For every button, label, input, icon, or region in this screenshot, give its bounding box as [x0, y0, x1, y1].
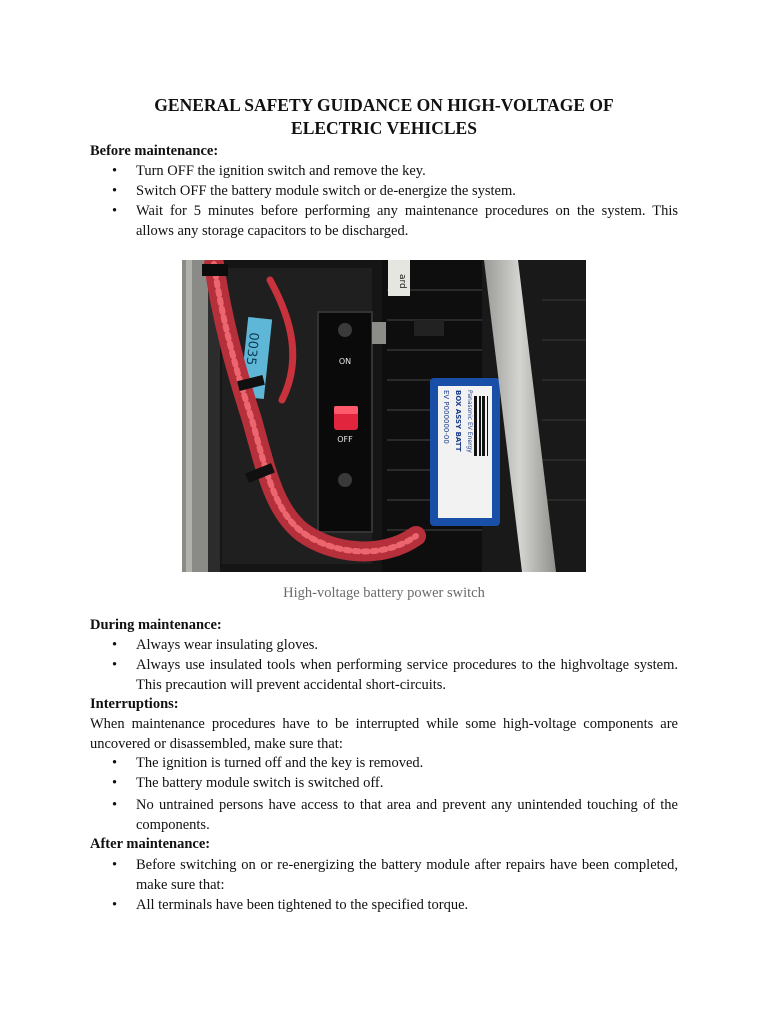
bullet-icon: • [112, 163, 118, 179]
switch-off-label: OFF [337, 435, 353, 444]
bullet-icon: • [112, 183, 118, 199]
list-item-text: Turn OFF the ignition switch and remove the key. [136, 163, 426, 179]
sticker-text-2: BOX ASSY BATT [454, 390, 462, 452]
list-item-text: Always wear insulating gloves. [136, 637, 319, 653]
list-item [112, 636, 678, 656]
bullet-icon: • [112, 203, 118, 219]
list-item-text: Always use insulated tools when performing service procedures to the highvoltage system. This precaution will prevent accidental short-circuits. [136, 657, 678, 693]
section-heading-interruptions: Interruptions: [90, 696, 179, 712]
battery-switch-illustration [182, 260, 586, 572]
bullet-icon: • [112, 657, 118, 673]
title-line-2: ELECTRIC VEHICLES [291, 118, 477, 138]
section-heading-before: Before maintenance: [90, 143, 219, 159]
bullet-icon: • [112, 755, 118, 771]
screw-icon [338, 323, 352, 337]
list-item-text: The battery module switch is switched off. [136, 775, 384, 791]
battery-switch-photo [182, 260, 586, 572]
list-item [112, 162, 678, 182]
section-heading-during: During maintenance: [90, 617, 222, 633]
label-text: ard [397, 274, 407, 289]
list-item-text: The ignition is turned off and the key is removed. [136, 755, 424, 771]
bullet-icon: • [112, 897, 118, 913]
bullet-icon: • [112, 857, 118, 873]
list-item [112, 796, 678, 835]
list-item [112, 754, 678, 774]
tag-number: 0035 [242, 331, 261, 367]
list-item [112, 896, 678, 916]
list-item-text: Before switching on or re-energizing the battery module after repairs have been completed, make sure that: [136, 857, 678, 893]
bullet-icon: • [112, 797, 118, 813]
bullet-icon: • [112, 637, 118, 653]
list-item-text: All terminals have been tightened to the specified torque. [136, 897, 469, 913]
figure-caption: High-voltage battery power switch [283, 585, 485, 601]
sticker-text-3: Panasonic EV Energy [466, 390, 473, 453]
screw-icon [338, 473, 352, 487]
document-title [90, 94, 678, 140]
interruptions-paragraph: When maintenance procedures have to be interrupted while some high-voltage components are uncovered or disassembled, make sure that: [90, 716, 678, 752]
list-item [112, 202, 678, 241]
list-item [112, 856, 678, 895]
switch-on-label: ON [338, 357, 352, 366]
title-line-1: GENERAL SAFETY GUIDANCE ON HIGH-VOLTAGE OF [154, 95, 614, 115]
list-item [112, 656, 678, 695]
list-item-text: Wait for 5 minutes before performing any maintenance procedures on the system. This allows any storage capacitors to be discharged. [136, 203, 678, 239]
section-heading-after: After maintenance: [90, 836, 211, 852]
list-item [112, 774, 678, 794]
list-item [112, 182, 678, 202]
list-item-text: No untrained persons have access to that area and prevent any unintended touching of the components. [136, 797, 678, 833]
sticker-text-1: EV P000000-00 [442, 390, 450, 444]
bullet-icon: • [112, 775, 118, 791]
list-item-text: Switch OFF the battery module switch or de-energize the system. [136, 183, 516, 199]
